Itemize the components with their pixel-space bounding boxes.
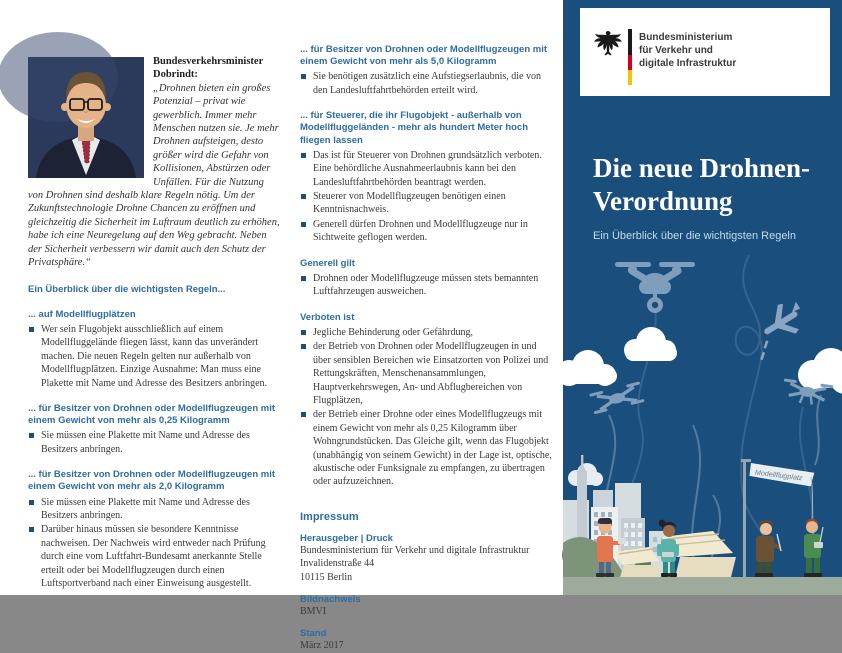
date-value: März 2017: [300, 640, 344, 652]
publisher-label: Herausgeber | Druck: [300, 532, 393, 544]
list-item: [28, 496, 281, 523]
ministry-name-line: für Verkehr und: [639, 45, 713, 56]
list-item: [300, 149, 553, 189]
bullet-text: Das ist für Steuerer von Drohnen grundsätzlich verboten. Eine behördliche Ausnahmeerlaubnis kann bei den Landesluftfahrtbehörden beantragt werden.: [313, 149, 542, 188]
list-item: [28, 523, 281, 590]
section-generell-gilt: [300, 258, 553, 299]
bullet-text: Sie müssen eine Plakette mit Name und Adresse des Besitzers anbringen.: [41, 496, 250, 521]
minister-portrait-illustration: [28, 57, 144, 178]
section-heading: ... für Besitzer von Drohnen oder Modellflugzeugen mit einem Gewicht von mehr als 2,0 Kilogramm: [28, 469, 276, 493]
credit-value: BMVI: [300, 605, 327, 617]
bullet-square-icon: [301, 276, 306, 281]
minister-quote: „Drohnen bieten ein großes Potenzial – privat wie gewerblich. Immer mehr Menschen nutzen sie. Je mehr Drohnen aufsteigen, desto größer wird die Gefahr von Kollisionen, Abstürzen oder Unfällen. Für die Nutzung von Drohnen sind deshalb klare Regeln nötig. Um der Zukunftstechnologie Drohne Chancen zu eröffnen und gleichzeitig die Sicherheit im Luftraum deutlich zu erhöhen, habe ich eine Neuregelung auf den Weg gebracht. Neben der Sicherheit verbessern wir damit auch den Schutz der Privatsphäre.“: [28, 82, 280, 269]
section-modellflugplaetze: [28, 309, 281, 390]
section-heading: ... für Besitzer von Drohnen oder Modellflugzeugen mit einem Gewicht von mehr als 0,25 Kilogramm: [28, 402, 276, 427]
impressum: [300, 511, 553, 653]
bullet-text: Jegliche Behinderung oder Gefährdung,: [313, 326, 473, 338]
section-50kg: [300, 44, 553, 97]
title-line: Die neue Drohnen-: [593, 153, 811, 183]
drone-icon: [615, 262, 695, 313]
overview-heading: Ein Überblick über die wichtigsten Regeln...: [28, 283, 226, 295]
section-verboten-ist: [300, 312, 553, 489]
page-title: [593, 152, 810, 218]
list-item: [300, 70, 553, 97]
publisher-line: 10115 Berlin: [300, 571, 353, 583]
left-column: [28, 0, 281, 591]
list-item: [300, 408, 553, 488]
ministry-name-line: digitale Infrastruktur: [639, 58, 737, 69]
ministry-name-line: Bundesministerium: [639, 32, 733, 43]
ground: [563, 577, 842, 595]
bullet-square-icon: [301, 74, 306, 79]
ministry-logo: [580, 8, 830, 96]
list-item: [300, 218, 553, 245]
list-item: [28, 323, 281, 390]
person-pilot-green: [804, 519, 823, 577]
cover-panel: [563, 0, 842, 595]
date-label: Stand: [300, 628, 327, 640]
section-hundert-meter: [300, 110, 553, 244]
bullet-text: Generell dürfen Drohnen und Modellflugzeuge nur in Sichtweite geflogen werden.: [313, 218, 528, 244]
bullet-text: Wer sein Flugobjekt ausschließlich auf einem Modellfluggelände fliegen lässt, kann das unverändert machen. Die neuen Regeln gelten nur außerhalb von Modellflugplätzen. Einzige Ausnahme: Man muss eine Plakette mit Name und Adresse des Besitzers anbringen.: [41, 323, 268, 389]
bullet-square-icon: [29, 527, 34, 532]
credit-label: Bildnachweis: [300, 593, 361, 605]
bullet-square-icon: [301, 344, 306, 349]
section-20kg: [28, 469, 281, 590]
middle-column: [300, 0, 553, 653]
list-item: [300, 272, 553, 299]
bullet-text: der Betrieb einer Drohne oder eines Modellflugzeugs mit einem Gewicht von mehr als 0,25 Kilogramm über Wohngrundstücken. Das Gleiche gilt, wenn das Flugobjekt (unabhängig von seinem Gewicht) in der Lage ist, optische, akustische oder Funksignale zu empfangen, zu übertragen oder aufzuzeichnen.: [313, 409, 552, 488]
section-heading: Verboten ist: [300, 311, 355, 323]
cloud: [624, 327, 677, 361]
flag-stripe-icon: [628, 29, 632, 85]
bullet-square-icon: [301, 330, 306, 335]
bullet-text: Sie benötigen zusätzlich eine Aufstiegserlaubnis, die von den Landesluftfahrtbehörden erteilt wird.: [313, 71, 541, 96]
minister-photo: [28, 57, 144, 178]
bullet-text: Sie müssen eine Plakette mit Name und Adresse des Besitzers anbringen.: [41, 430, 250, 455]
ministry-name: [639, 31, 736, 70]
bullet-square-icon: [301, 222, 306, 227]
section-heading: ... auf Modellflugplätzen: [28, 308, 136, 320]
list-item: [300, 326, 553, 339]
impressum-heading: Impressum: [300, 510, 359, 523]
minister-heading: Bundesverkehrsminister Dobrindt:: [153, 56, 264, 81]
federal-eagle-icon: [593, 28, 623, 60]
bullet-square-icon: [301, 412, 306, 417]
list-item: [28, 429, 281, 456]
bullet-square-icon: [301, 194, 306, 199]
bullet-square-icon: [29, 327, 34, 332]
section-heading: ... für Besitzer von Drohnen oder Modellflugzeugen mit einem Gewicht von mehr als 5,0 Kilogramm: [300, 44, 548, 68]
section-heading: ... für Steuerer, die ihr Flugobjekt - außerhalb von Modellfluggeländen - mehr als hundert Meter hoch fliegen lassen: [300, 110, 529, 146]
section-025kg: [28, 403, 281, 456]
bullet-square-icon: [29, 500, 34, 505]
drone-city-illustration: [563, 255, 842, 595]
bullet-square-icon: [29, 433, 34, 438]
bullet-text: Drohnen oder Modellflugzeuge müssen stets bemannten Luftfahrzeugen ausweichen.: [313, 272, 539, 298]
list-item: [300, 340, 553, 407]
bullet-square-icon: [301, 153, 306, 158]
publisher-line: Invalidenstraße 44: [300, 558, 375, 570]
section-heading: Generell gilt: [300, 257, 355, 269]
list-item: [300, 190, 553, 217]
publisher-line: Bundesministerium für Verkehr und digitale Infrastruktur: [300, 544, 530, 556]
bullet-text: Darüber hinaus müssen sie besondere Kenntnisse nachweisen. Der Nachweis wird entweder nach Prüfung durch eine vom Luftfahrt-Bundesamt anerkannte Stelle erteilt oder bei Modellflugzeugen durch einen Luftsportverband nach einer Einweisung ausgestellt.: [41, 524, 266, 589]
bullet-text: Steuerer von Modellflugzeugen benötigen einen Kenntnisnachweis.: [313, 191, 506, 216]
title-line: Verordnung: [593, 186, 733, 216]
bullet-text: der Betrieb von Drohnen oder Modellflugzeugen in und über sensiblen Bereichen wie Einsatzorten von Polizei und Rettungskräften, Menschenansammlungen, Hauptverkehrswegen, An- und Abflugbereichen von Flugplätzen,: [313, 341, 549, 406]
page-subtitle: Ein Überblick über die wichtigsten Regeln: [593, 230, 796, 242]
drone-icon: [589, 381, 645, 414]
cloud: [556, 350, 617, 386]
windsock-label: Modellflugplatz: [754, 467, 804, 483]
